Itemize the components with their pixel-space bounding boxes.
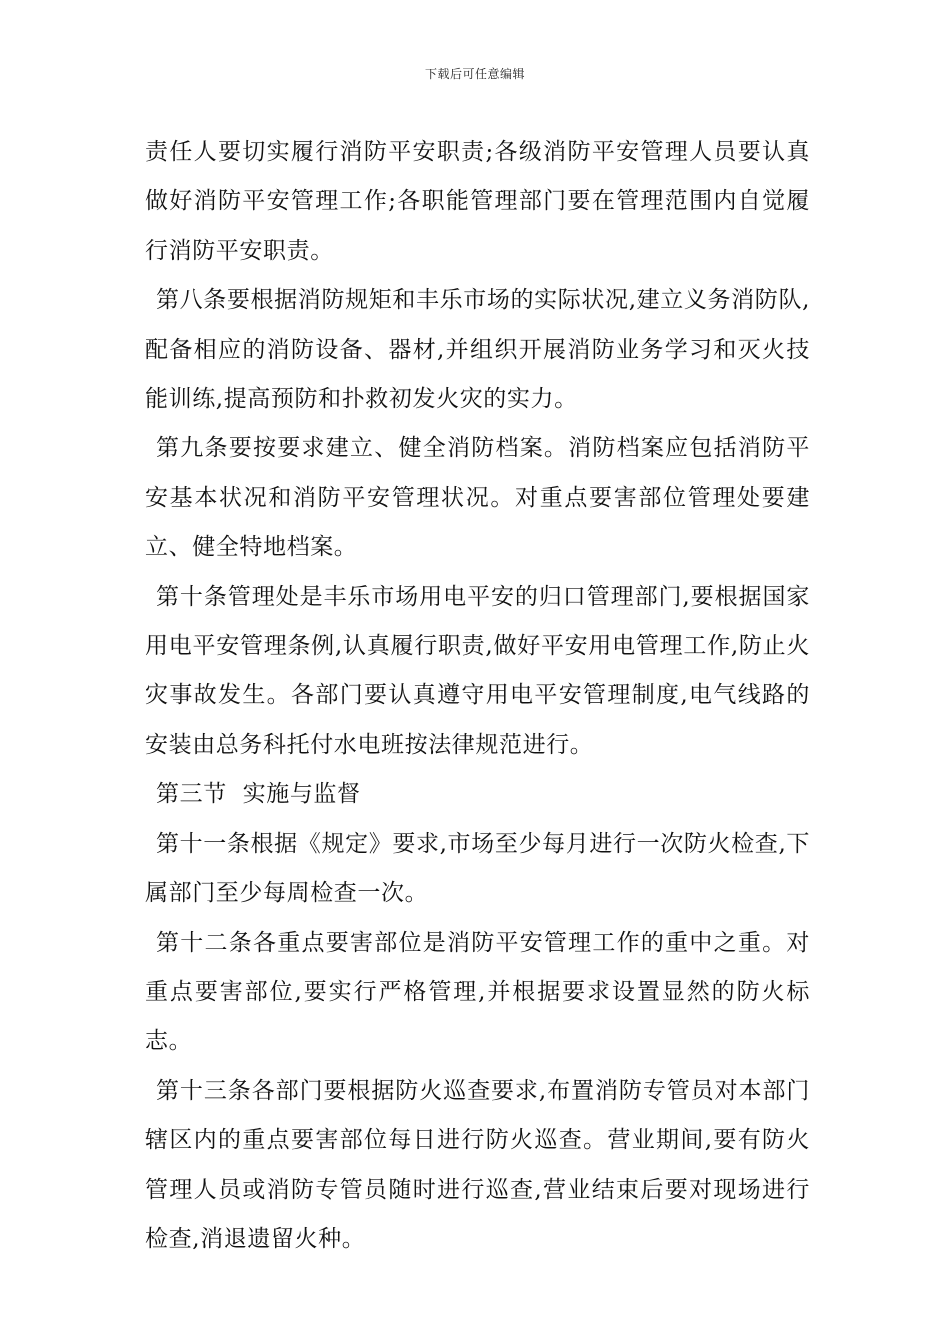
paragraph-continuation: 责任人要切实履行消防平安职责;各级消防平安管理人员要认真做好消防平安管理工作;各职能管理部门要在管理范围内自觉履行消防平安职责。 [145, 139, 810, 264]
page-header-note: 下载后可任意编辑 [424, 67, 525, 81]
paragraph-article-13: 第十三条各部门要根据防火巡查要求,布置消防专管员对本部门辖区内的重点要害部位每日进行防火巡查。营业期间,要有防火管理人员或消防专管员随时进行巡查,营业结束后要对现场进行检查,消退遗留火种。 [145, 1077, 810, 1252]
paragraph-article-11: 第十一条根据《规定》要求,市场至少每月进行一次防火检查,下属部门至少每周检查一次。 [145, 830, 810, 907]
paragraph-article-8: 第八条要根据消防规矩和丰乐市场的实际状况,建立义务消防队,配备相应的消防设备、器材,并组织开展消防业务学习和灭火技能训练,提高预防和扑救初发火灾的实力。 [145, 287, 810, 413]
paragraph-article-10: 第十条管理处是丰乐市场用电平安的归口管理部门,要根据国家用电平安管理条例,认真履行职责,做好平安用电管理工作,防止火灾事故发生。各部门要认真遵守用电平安管理制度,电气线路的安装由总务科托付水电班按法律规范进行。 [145, 583, 810, 758]
section-heading: 第三节 实施与监督 [156, 781, 361, 808]
paragraph-article-9: 第九条要按要求建立、健全消防档案。消防档案应包括消防平安基本状况和消防平安管理状况。对重点要害部位管理处要建立、健全特地档案。 [145, 435, 810, 561]
paragraph-article-12: 第十二条各重点要害部位是消防平安管理工作的重中之重。对重点要害部位,要实行严格管理,并根据要求设置显然的防火标志。 [145, 929, 810, 1055]
document-body [145, 128, 810, 1264]
